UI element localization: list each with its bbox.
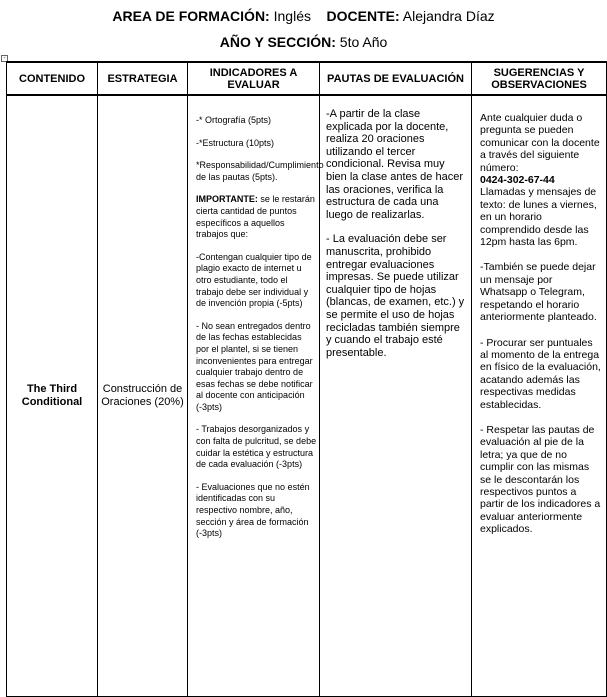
suggestion-guidelines: - Respetar las pautas de evaluación al pie de la letra; ya que de no cumplir con las mismas se le descontarán los respectivos puntos a partir de los indicadores a evaluar anteriormente explicados.: [480, 423, 601, 536]
header-area-teacher: [0, 8, 607, 24]
suggestion-punctuality: - Procurar ser puntuales al momento de la entrega en físico de la evaluación, acatando además las respectivas medidas establecidas.: [480, 336, 601, 411]
indicator-estructura: -*Estructura (10pts): [196, 137, 275, 148]
topic-title: The Third Conditional: [21, 383, 83, 408]
year-label: AÑO Y SECCIÓN:: [219, 34, 336, 50]
column-header-estrategia: ESTRATEGIA: [98, 62, 188, 95]
cell-indicadores: [188, 95, 324, 697]
penalty-identificadas: - Evaluaciones que no estén identificadas con su respectivo nombre, año, sección y área de formación (-3pts): [196, 481, 310, 539]
penalty-plagio: -Contengan cualquier tipo de plagio exacto de internet u otro estudiante, todo el trabajo debe ser individual y de invención propia (-5pts): [196, 251, 312, 309]
column-header-sugerencias: SUGERENCIAS Y OBSERVACIONES: [472, 62, 607, 95]
teacher-label: DOCENTE:: [326, 8, 400, 24]
header-year-section: [0, 34, 607, 50]
guideline-1: -A partir de la clase explicada por la docente, realiza 20 oraciones utilizando el tercer condicional. Revisa muy bien la clase antes de hacer las oraciones, verifica la estructura de cada una luego de realizarlas.: [326, 108, 463, 221]
table-row: [7, 95, 607, 697]
important-note: [196, 194, 317, 240]
area-label: AREA DE FORMACIÓN:: [112, 8, 270, 24]
suggestion-messaging: -También se puede dejar un mensaje por Whatsapp o Telegram, respetando el horario anteriormente planteado.: [480, 261, 597, 324]
column-header-pautas: PAUTAS DE EVALUACIÓN: [320, 62, 472, 95]
cell-sugerencias: [472, 95, 607, 697]
table-move-handle[interactable]: +: [1, 55, 8, 62]
year-value: 5to Año: [339, 34, 388, 50]
penalty-fechas: - No sean entregados dentro de las fechas establecidas por el plantel, si se tienen inconvenientes para entregar cualquier trabajo dentro de esas fechas se debe notificar al docente con anticipación (-3pts): [196, 320, 313, 412]
suggestion-contact: [480, 112, 602, 248]
suggestion-contact-hours: Llamadas y mensajes de texto: de lunes a viernes, en un horario comprendido desde las 12pm hasta las 6pm.: [480, 186, 597, 249]
strategy-text: Construcción de Oraciones (20%): [101, 383, 184, 408]
area-value: Inglés: [273, 8, 311, 24]
teacher-value: Alejandra Díaz: [402, 8, 495, 24]
cell-contenido: [7, 95, 98, 697]
indicator-responsabilidad: *Responsabilidad/Cumplimiento de las pautas (5pts).: [196, 160, 324, 182]
table-header-row: [7, 62, 607, 95]
important-text: se le restarán cierta cantidad de puntos específicos a aquellos trabajos que:: [196, 194, 315, 240]
phone-number: 0424-302-67-44: [480, 174, 555, 187]
suggestion-contact-intro: Ante cualquier duda o pregunta se pueden comunicar con la docente a través del siguiente número:: [480, 112, 600, 174]
important-label: IMPORTANTE:: [196, 194, 258, 205]
column-header-indicadores: INDICADORES A EVALUAR: [188, 62, 320, 95]
guideline-2: - La evaluación debe ser manuscrita, prohibido entregar evaluaciones impresas. Se puede utilizar cualquier tipo de hojas (blancas, de examen, etc.) y se permite el uso de hojas recicladas también siempre y cuando el trabajo esté presentable.: [326, 233, 465, 359]
indicator-ortografia: -* Ortografía (5pts): [196, 115, 272, 125]
evaluation-table: [6, 61, 607, 697]
penalty-desorganizados: - Trabajos desorganizados y con falta de pulcritud, se debe cuidar la estética y estructura de cada evaluación (-3pts): [196, 424, 317, 470]
cell-pautas: [320, 95, 472, 697]
cell-estrategia: [98, 95, 188, 697]
column-header-contenido: CONTENIDO: [7, 62, 98, 95]
